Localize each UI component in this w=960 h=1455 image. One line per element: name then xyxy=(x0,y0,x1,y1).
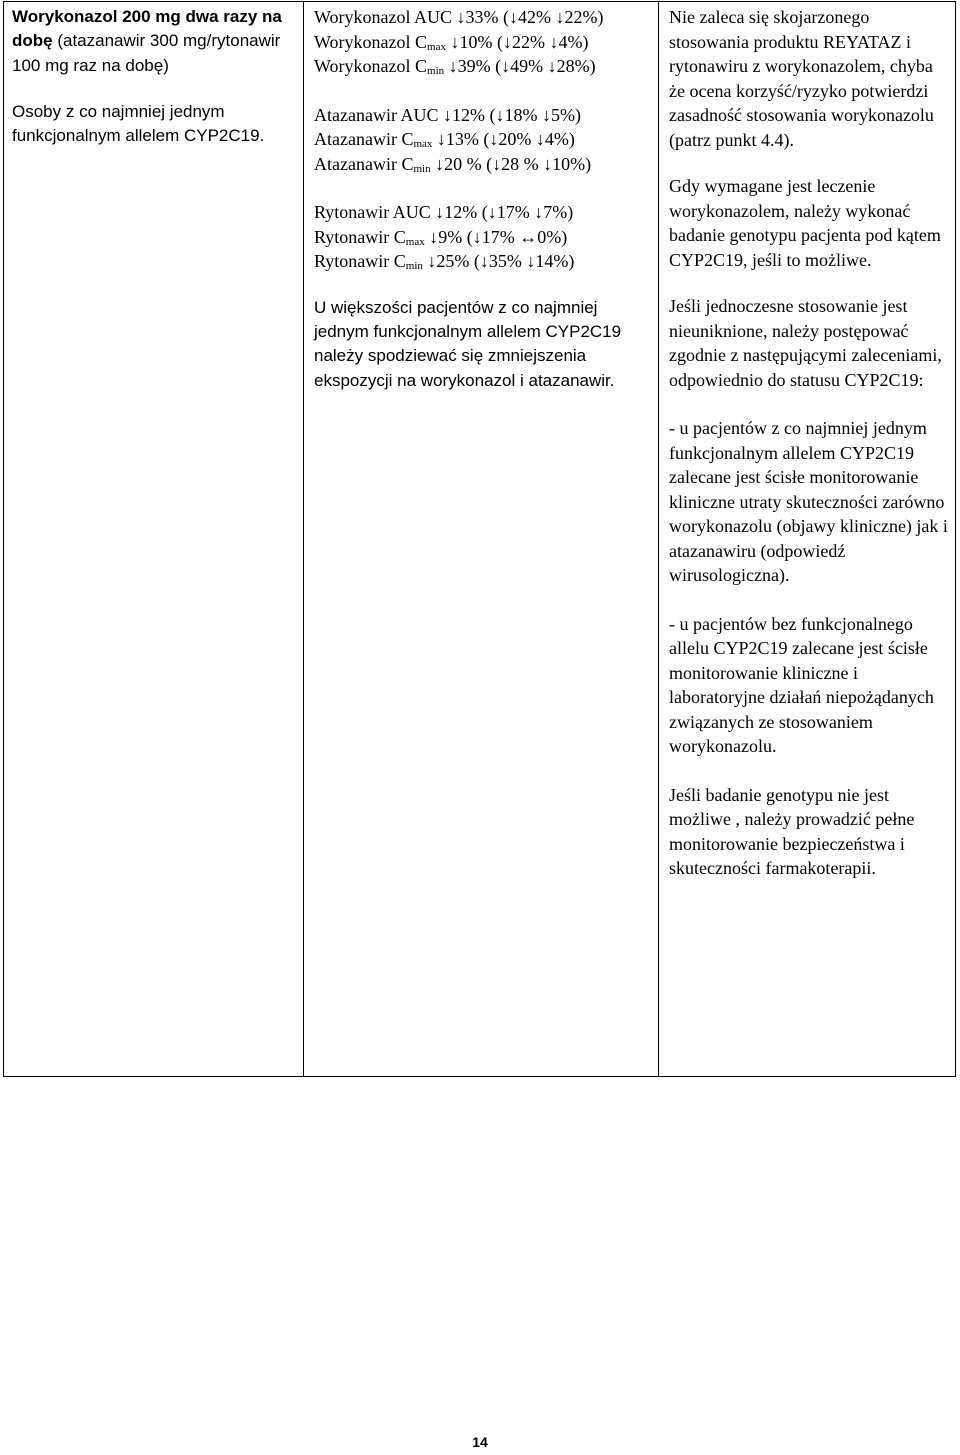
interaction-table xyxy=(3,1,956,1077)
recommendation-paragraph: - u pacjentów z co najmniej jednym funkcjonalnym allelem CYP2C19 zalecane jest ścisłe monitorowanie kliniczne utraty skuteczności zarówno worykonazolu (objawy kliniczne) jak i atazanawiru (odpowiedź wirusologiczna). xyxy=(669,418,948,585)
recommendation-paragraph: Jeśli badanie genotypu nie jest możliwe , należy prowadzić pełne monitorowanie bezpieczeństwa i skuteczności farmakoterapii. xyxy=(669,784,915,878)
pk-line: Rytonawir $C_{max}$ ↓9% (↓17% ↔0%) xyxy=(314,226,568,248)
drug-title xyxy=(12,5,297,78)
exposure-note: U większości pacjentów z co najmniej jednym funkcjonalnym allelem CYP2C19 należy spodziewać się zmniejszenia ekspozycji na worykonazol i atazanawir. xyxy=(314,297,622,390)
recommendation-column xyxy=(659,2,955,1076)
effect-column xyxy=(304,2,659,1076)
pk-line: Worykonazol $C_{min}$ ↓39% (↓49% ↓28%) xyxy=(314,56,596,77)
ritonavir-group xyxy=(314,200,652,274)
recommendation-paragraph: Nie zaleca się skojarzonego stosowania produktu REYATAZ i rytonawiru z worykonazolem, chyba że ocena korzyść/ryzyko potwierdzi zasadność stosowania worykonazolu (patrz punkt 4.4). xyxy=(669,7,934,150)
drug-column xyxy=(4,2,304,1076)
pk-line: Atazanawir $C_{max}$ ↓13% (↓20% ↓4%) xyxy=(314,129,575,150)
drug-title-rest: (atazanawir 300 mg/rytonawir 100 mg raz na dobę) xyxy=(12,31,281,75)
recommendation-paragraph: - u pacjentów bez funkcjonalnego allelu CYP2C19 zalecane jest ścisłe monitorowanie kliniczne i laboratoryjne działań niepożądanych związanych ze stosowaniem worykonazolu. xyxy=(669,613,934,756)
recommendation-paragraph: Jeśli jednoczesne stosowanie jest nieuniknione, należy postępować zgodnie z następującymi zaleceniami, odpowiednio do statusu CYP2C19: xyxy=(669,296,942,390)
pk-line: Rytonawir $C_{min}$ ↓25% (↓35% ↓14%) xyxy=(314,251,575,272)
atazanavir-group xyxy=(314,103,652,177)
recommendation-paragraph: Gdy wymagane jest leczenie worykonazolem, należy wykonać badanie genotypu pacjenta pod kątem CYP2C19, jeśli to możliwe. xyxy=(669,176,941,270)
pk-line: Atazanawir AUC ↓12% (↓18% ↓5%) xyxy=(314,104,581,125)
pk-line: Rytonawir AUC ↓12% (↓17% ↓7%) xyxy=(314,202,574,222)
pk-line: Worykonazol $C_{max}$ ↓10% (↓22% ↓4%) xyxy=(314,31,589,53)
population-text: Osoby z co najmniej jednym funkcjonalnym allelem CYP2C19. xyxy=(12,101,265,146)
page-number: 14 xyxy=(472,1434,488,1450)
drug-title-bold: Worykonazol 200 mg dwa razy na dobę xyxy=(12,7,282,51)
pk-line: Atazanawir $C_{min}$ ↓20 % (↓28 % ↓10%) xyxy=(314,153,592,175)
voriconazole-group xyxy=(314,5,652,79)
pk-line: Worykonazol AUC ↓33% (↓42% ↓22%) xyxy=(314,7,604,27)
